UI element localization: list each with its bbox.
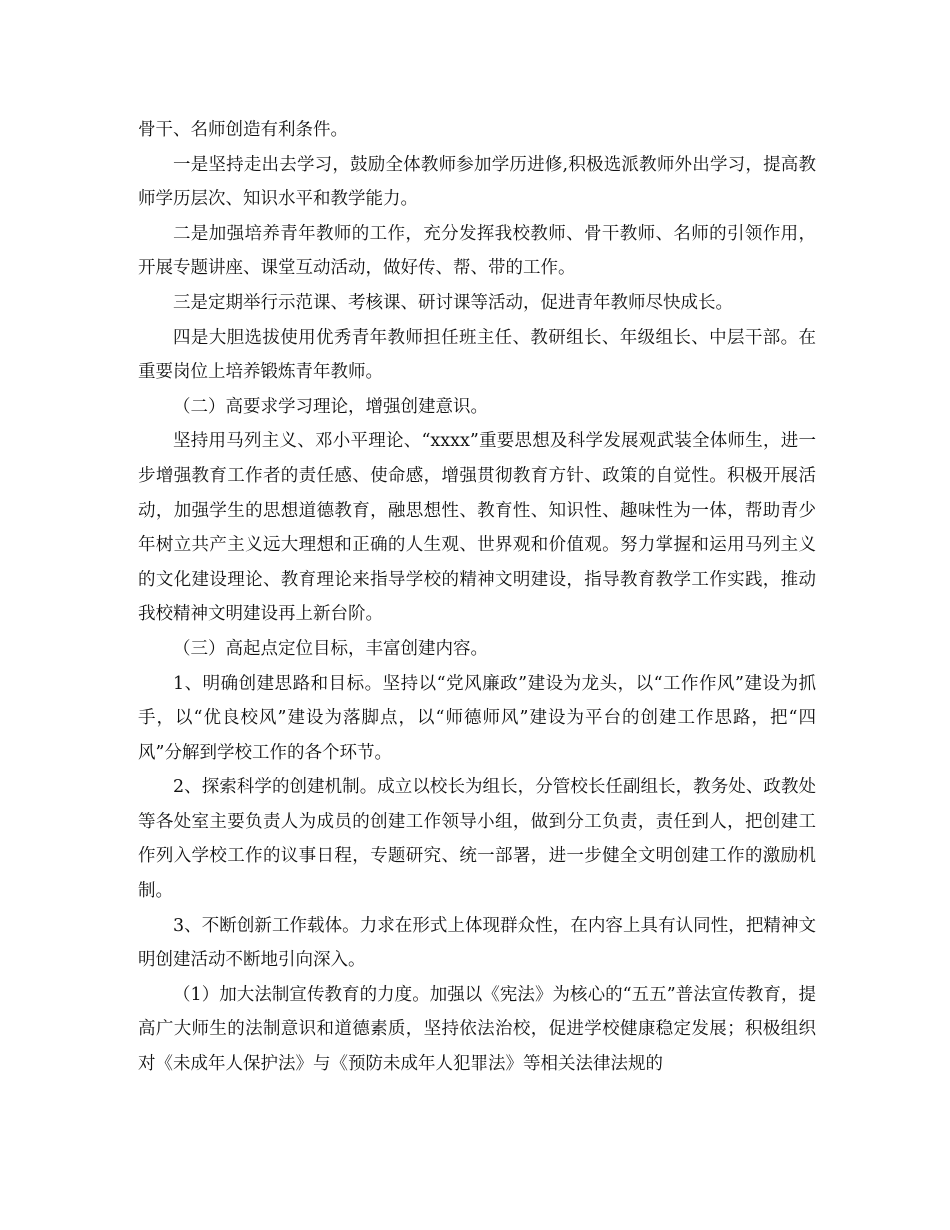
paragraph: 2、探索科学的创建机制。成立以校长为组长，分管校长任副组长，教务处、政教处等各处室主要负责人为成员的创建工作领导小组，做到分工负责，责任到人，把创建工作列入学校工作的议事日程，专题研究、统一部署，进一步健全文明创建工作的激励机制。 [138, 777, 816, 902]
paragraph: 1、明确创建思路和目标。坚持以“党风廉政”建设为龙头，以“工作作风”建设为抓手，以“优良校风”建设为落脚点，以“师德师风”建设为平台的创建工作思路，把“四风”分解到学校工作的各个环节。 [138, 673, 816, 763]
document-body [138, 113, 816, 1082]
section-heading: （三）高起点定位目标，丰富创建内容。 [173, 638, 488, 659]
paragraph: 骨干、名师创造有利条件。 [138, 120, 348, 140]
paragraph: （1）加大法制宣传教育的力度。加强以《宪法》为核心的“五五”普法宣传教育，提高广大师生的法制意识和道德素质，坚持依法治校，促进学校健康稳定发展；积极组织对《未成年人保护法》与《预防未成年人犯罪法》等相关法律法规的 [138, 984, 816, 1075]
section-heading: （二）高要求学习理论，增强创建意识。 [173, 396, 488, 417]
paragraph: 二是加强培养青年教师的工作，充分发挥我校教师、骨干教师、名师的引领作用，开展专题讲座、课堂互动活动，做好传、帮、带的工作。 [138, 223, 816, 279]
paragraph: 一是坚持走出去学习，鼓励全体教师参加学历进修,积极选派教师外出学习，提高教师学历层次、知识水平和教学能力。 [138, 154, 816, 210]
paragraph: 坚持用马列主义、邓小平理论、“xxxx”重要思想及科学发展观武装全体师生，进一步增强教育工作者的责任感、使命感，增强贯彻教育方针、政策的自觉性。积极开展活动，加强学生的思想道德教育，融思想性、教育性、知识性、趣味性为一体，帮助青少年树立共产主义远大理想和正确的人生观、世界观和价值观。努力掌握和运用马列主义的文化建设理论、教育理论来指导学校的精神文明建设，指导教育教学工作实践，推动我校精神文明建设再上新台阶。 [138, 431, 816, 625]
paragraph: 三是定期举行示范课、考核课、研讨课等活动，促进青年教师尽快成长。 [173, 292, 733, 313]
paragraph: 四是大胆选拔使用优秀青年教师担任班主任、教研组长、年级组长、中层干部。在重要岗位上培养锻炼青年教师。 [138, 327, 816, 383]
paragraph: 3、不断创新工作载体。力求在形式上体现群众性，在内容上具有认同性，把精神文明创建活动不断地引向深入。 [138, 915, 816, 971]
